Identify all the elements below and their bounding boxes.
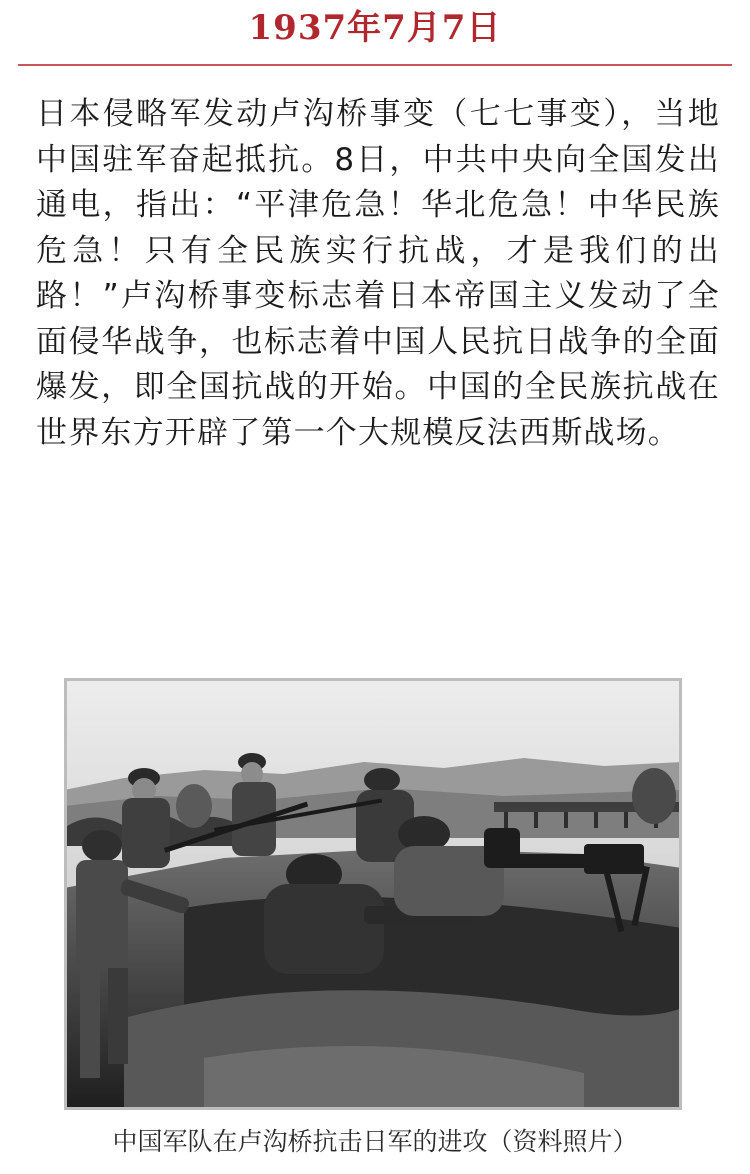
date-heading: 1937年7月7日	[248, 8, 502, 48]
soldiers-photo-illustration	[64, 678, 682, 1110]
historical-photo	[64, 678, 682, 1110]
photo-caption: 中国军队在卢沟桥抗击日军的进攻（资料照片）	[112, 1127, 638, 1156]
header-divider	[18, 64, 732, 66]
article-paragraph: 日本侵略军发动卢沟桥事变（七七事变），当地中国驻军奋起抵抗。8日，中共中央向全国发出通电，指出：“平津危急！华北危急！中华民族危急！只有全民族实行抗战，才是我们的出路！”卢沟桥事变标志着日本帝国主义发动了全面侵华战争，也标志着中国人民抗日战争的全面爆发，即全国抗战的开始。中国的全民族抗战在世界东方开辟了第一个大规模反法西斯战场。	[36, 96, 720, 451]
